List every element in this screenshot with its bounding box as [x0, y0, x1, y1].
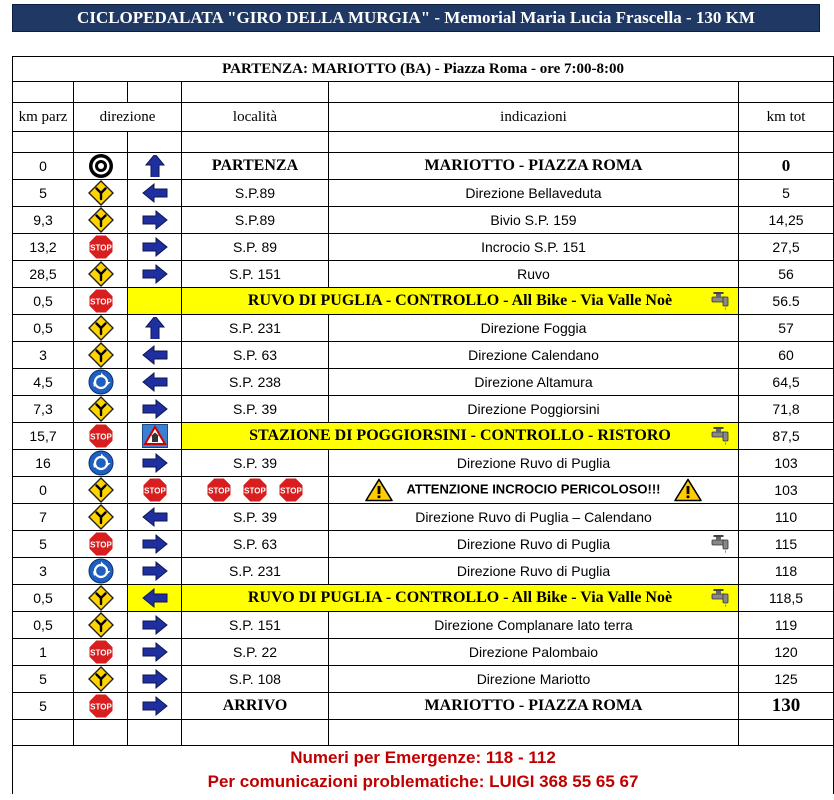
stop-sign-icon: [88, 288, 114, 314]
warning-icon: [365, 478, 393, 502]
water-tap-icon: [710, 291, 736, 311]
arrow-right-icon: [141, 236, 169, 258]
indicazioni-cell: Bivio S.P. 159: [329, 207, 739, 234]
sign-cell: [74, 207, 128, 234]
header-km-parz: km parz: [13, 103, 74, 132]
arrow-cell: [128, 261, 182, 288]
arrow-cell: [128, 558, 182, 585]
warning-text: ATTENZIONE INCROCIO PERICOLOSO!!!: [406, 481, 661, 497]
arrow-left-icon: [141, 506, 169, 528]
sign-cell: [74, 531, 128, 558]
emergency-numbers: Numeri per Emergenze: 118 - 112: [13, 746, 834, 771]
arrow-cell: [128, 153, 182, 180]
localita-cell: S.P. 39: [182, 396, 329, 423]
arrow-right-icon: [141, 533, 169, 555]
arrow-cell: [128, 531, 182, 558]
km-parz-cell: 3: [13, 558, 74, 585]
contact-row: [13, 770, 834, 794]
fork-sign-icon: [88, 612, 114, 638]
arrow-right-icon: [141, 695, 169, 717]
indicazioni-cell: Direzione Ruvo di Puglia: [329, 531, 739, 558]
km-parz-cell: 15,7: [13, 423, 74, 450]
stop-sign-icon: [142, 477, 168, 503]
route-row: [13, 369, 834, 396]
water-tap-icon: [710, 426, 736, 446]
sign-cell: [74, 558, 128, 585]
km-parz-cell: 0: [13, 153, 74, 180]
target-sign-icon: [88, 153, 114, 179]
km-parz-cell: 0,5: [13, 315, 74, 342]
km-tot-cell: 118,5: [739, 585, 834, 612]
route-row: [13, 153, 834, 180]
km-tot-cell: 56.5: [739, 288, 834, 315]
fork-sign-icon: [88, 180, 114, 206]
localita-cell: S.P. 238: [182, 369, 329, 396]
localita-cell: S.P. 108: [182, 666, 329, 693]
header-indicazioni: indicazioni: [329, 103, 739, 132]
indicazioni-cell: MARIOTTO - PIAZZA ROMA: [329, 693, 739, 720]
localita-cell: S.P. 151: [182, 612, 329, 639]
sign-cell: [74, 153, 128, 180]
sign-cell: [74, 693, 128, 720]
km-parz-cell: 9,3: [13, 207, 74, 234]
arrow-cell: [128, 639, 182, 666]
warning-icon: [674, 478, 702, 502]
route-row: [13, 558, 834, 585]
indicazioni-cell: Direzione Palombaio: [329, 639, 739, 666]
checkpoint-label: RUVO DI PUGLIA - CONTROLLO - All Bike - Via Valle Noè: [182, 288, 739, 315]
indicazioni-cell: Direzione Mariotto: [329, 666, 739, 693]
header-localita: località: [182, 103, 329, 132]
spacer-row: [13, 132, 834, 153]
km-tot-cell: 64,5: [739, 369, 834, 396]
localita-cell: S.P.89: [182, 180, 329, 207]
arrow-cell: [128, 612, 182, 639]
localita-cell: S.P. 39: [182, 450, 329, 477]
arrow-left-icon: [141, 344, 169, 366]
stop-sign-icon: [88, 639, 114, 665]
localita-cell: S.P. 22: [182, 639, 329, 666]
svg-text:STOP: STOP: [89, 432, 112, 442]
route-row: [13, 612, 834, 639]
localita-cell: ARRIVO: [182, 693, 329, 720]
warning-cell: [329, 477, 739, 504]
svg-text:STOP: STOP: [89, 243, 112, 253]
arrow-up-icon: [141, 317, 169, 339]
route-table: [12, 56, 834, 794]
km-parz-cell: 13,2: [13, 234, 74, 261]
km-parz-cell: 3: [13, 342, 74, 369]
km-tot-cell: 5: [739, 180, 834, 207]
stop-sign-icon: [88, 423, 114, 449]
sign-cell: [74, 288, 128, 315]
route-row: [13, 342, 834, 369]
km-parz-cell: 28,5: [13, 261, 74, 288]
sign-cell: [74, 234, 128, 261]
indicazioni-cell: Direzione Altamura: [329, 369, 739, 396]
header-row: [13, 103, 834, 132]
arrow-cell: [128, 423, 182, 450]
departure-row: [13, 57, 834, 82]
sign-cell: [74, 504, 128, 531]
arrow-right-icon: [141, 209, 169, 231]
arrow-cell: [128, 207, 182, 234]
route-row: [13, 639, 834, 666]
checkpoint-label: STAZIONE DI POGGIORSINI - CONTROLLO - RISTORO: [182, 423, 739, 450]
arrow-cell: [128, 342, 182, 369]
contact-info: Per comunicazioni problematiche: LUIGI 368 55 65 67: [13, 770, 834, 794]
km-parz-cell: 1: [13, 639, 74, 666]
km-tot-cell: 119: [739, 612, 834, 639]
departure-info: PARTENZA: MARIOTTO (BA) - Piazza Roma - ore 7:00-8:00: [13, 57, 834, 82]
route-row: [13, 315, 834, 342]
sign-cell: [74, 585, 128, 612]
stop-sign-icon: [278, 477, 304, 503]
km-tot-cell: 0: [739, 153, 834, 180]
km-parz-cell: 5: [13, 531, 74, 558]
arrow-up-icon: [141, 155, 169, 177]
spacer-row: [13, 720, 834, 746]
page-title: CICLOPEDALATA "GIRO DELLA MURGIA" - Memorial Maria Lucia Frascella - 130 KM: [12, 4, 820, 32]
arrow-cell: [128, 315, 182, 342]
arrow-cell: [128, 693, 182, 720]
localita-cell: S.P. 89: [182, 234, 329, 261]
route-row: [13, 288, 834, 315]
sign-cell: [74, 639, 128, 666]
stop-sign-icon: [242, 477, 268, 503]
km-tot-cell: 60: [739, 342, 834, 369]
km-parz-cell: 5: [13, 666, 74, 693]
sign-cell: [74, 369, 128, 396]
localita-cell: S.P. 63: [182, 342, 329, 369]
km-tot-cell: 27,5: [739, 234, 834, 261]
arrow-cell: [128, 450, 182, 477]
arrow-right-icon: [141, 263, 169, 285]
route-row: [13, 423, 834, 450]
fork-sign-icon: [88, 477, 114, 503]
localita-cell: S.P.89: [182, 207, 329, 234]
arrow-cell: [128, 369, 182, 396]
arrow-left-icon: [141, 587, 169, 609]
km-tot-cell: 103: [739, 450, 834, 477]
indicazioni-cell: Incrocio S.P. 151: [329, 234, 739, 261]
arrow-right-icon: [141, 560, 169, 582]
fork-sign-icon: [88, 666, 114, 692]
stop-sign-icon: [88, 531, 114, 557]
km-parz-cell: 0,5: [13, 612, 74, 639]
km-tot-cell: 14,25: [739, 207, 834, 234]
km-parz-cell: 5: [13, 180, 74, 207]
sign-cell: [74, 396, 128, 423]
arrow-cell: [128, 585, 182, 612]
km-tot-cell: 87,5: [739, 423, 834, 450]
arrow-cell: [128, 234, 182, 261]
roundabout-sign-icon: [88, 450, 114, 476]
km-tot-cell: 115: [739, 531, 834, 558]
km-parz-cell: 4,5: [13, 369, 74, 396]
route-row: [13, 180, 834, 207]
fork-sign-icon: [88, 261, 114, 287]
arrow-right-icon: [141, 641, 169, 663]
roundabout-sign-icon: [88, 369, 114, 395]
km-tot-cell: 125: [739, 666, 834, 693]
km-parz-cell: 16: [13, 450, 74, 477]
sign-cell: [74, 666, 128, 693]
spacer-row: [13, 82, 834, 103]
arrow-right-icon: [141, 614, 169, 636]
localita-cell: PARTENZA: [182, 153, 329, 180]
indicazioni-cell: MARIOTTO - PIAZZA ROMA: [329, 153, 739, 180]
route-table-body: [13, 57, 834, 795]
sign-cell: [74, 450, 128, 477]
sign-cell: [74, 423, 128, 450]
stops-cell: [182, 477, 329, 504]
km-tot-cell: 103: [739, 477, 834, 504]
arrow-left-icon: [141, 371, 169, 393]
indicazioni-cell: Direzione Ruvo di Puglia – Calendano: [329, 504, 739, 531]
header-direzione: direzione: [74, 103, 182, 132]
route-row: [13, 531, 834, 558]
route-row: [13, 693, 834, 720]
svg-text:STOP: STOP: [280, 486, 302, 496]
arrow-cell: [128, 477, 182, 504]
route-row: [13, 504, 834, 531]
arrow-cell: [128, 504, 182, 531]
km-tot-cell: 130: [739, 693, 834, 720]
route-row: [13, 666, 834, 693]
route-row: [13, 234, 834, 261]
sign-cell: [74, 612, 128, 639]
arrow-cell: [128, 180, 182, 207]
indicazioni-cell: Direzione Complanare lato terra: [329, 612, 739, 639]
localita-cell: S.P. 231: [182, 558, 329, 585]
svg-text:STOP: STOP: [89, 540, 112, 550]
indicazioni-cell: Ruvo: [329, 261, 739, 288]
svg-text:STOP: STOP: [208, 486, 230, 496]
stop-sign-icon: [206, 477, 232, 503]
km-parz-cell: 0: [13, 477, 74, 504]
km-parz-cell: 5: [13, 693, 74, 720]
sign-cell: [74, 261, 128, 288]
svg-text:STOP: STOP: [89, 702, 112, 712]
emergency-row: [13, 746, 834, 771]
km-parz-cell: 7,3: [13, 396, 74, 423]
km-tot-cell: 56: [739, 261, 834, 288]
fork-sign-icon: [88, 315, 114, 341]
localita-cell: S.P. 231: [182, 315, 329, 342]
km-parz-cell: 0,5: [13, 288, 74, 315]
localita-cell: S.P. 39: [182, 504, 329, 531]
route-row: [13, 450, 834, 477]
indicazioni-cell: Direzione Ruvo di Puglia: [329, 450, 739, 477]
km-tot-cell: 118: [739, 558, 834, 585]
indicazioni-cell: Direzione Foggia: [329, 315, 739, 342]
roundabout-sign-icon: [88, 558, 114, 584]
svg-text:STOP: STOP: [89, 297, 112, 307]
station-icon: [142, 424, 168, 448]
fork-sign-icon: [88, 585, 114, 611]
arrow-right-icon: [141, 452, 169, 474]
localita-cell: S.P. 151: [182, 261, 329, 288]
fork-sign-icon: [88, 207, 114, 233]
stop-sign-icon: [88, 234, 114, 260]
water-tap-icon: [710, 534, 736, 554]
svg-text:STOP: STOP: [244, 486, 266, 496]
km-tot-cell: 71,8: [739, 396, 834, 423]
fork-sign-icon: [88, 342, 114, 368]
fork-sign-icon: [88, 504, 114, 530]
indicazioni-cell: Direzione Calendano: [329, 342, 739, 369]
route-row: [13, 585, 834, 612]
km-tot-cell: 57: [739, 315, 834, 342]
indicazioni-cell: Direzione Poggiorsini: [329, 396, 739, 423]
sign-cell: [74, 180, 128, 207]
route-row: [13, 396, 834, 423]
route-row: [13, 207, 834, 234]
arrow-right-icon: [141, 668, 169, 690]
sign-cell: [74, 477, 128, 504]
km-parz-cell: 7: [13, 504, 74, 531]
svg-text:STOP: STOP: [89, 648, 112, 658]
arrow-cell: [128, 288, 182, 315]
route-row: [13, 261, 834, 288]
arrow-right-icon: [141, 398, 169, 420]
arrow-cell: [128, 666, 182, 693]
localita-cell: S.P. 63: [182, 531, 329, 558]
sign-cell: [74, 315, 128, 342]
sign-cell: [74, 342, 128, 369]
stop-sign-icon: [88, 693, 114, 719]
indicazioni-cell: Direzione Bellaveduta: [329, 180, 739, 207]
km-tot-cell: 110: [739, 504, 834, 531]
water-tap-icon: [710, 588, 736, 608]
indicazioni-cell: Direzione Ruvo di Puglia: [329, 558, 739, 585]
route-row: [13, 477, 834, 504]
fork-sign-icon: [88, 396, 114, 422]
km-parz-cell: 0,5: [13, 585, 74, 612]
checkpoint-label: RUVO DI PUGLIA - CONTROLLO - All Bike - Via Valle Noè: [182, 585, 739, 612]
header-km-tot: km tot: [739, 103, 834, 132]
arrow-left-icon: [141, 182, 169, 204]
km-tot-cell: 120: [739, 639, 834, 666]
svg-text:STOP: STOP: [143, 486, 166, 496]
arrow-cell: [128, 396, 182, 423]
